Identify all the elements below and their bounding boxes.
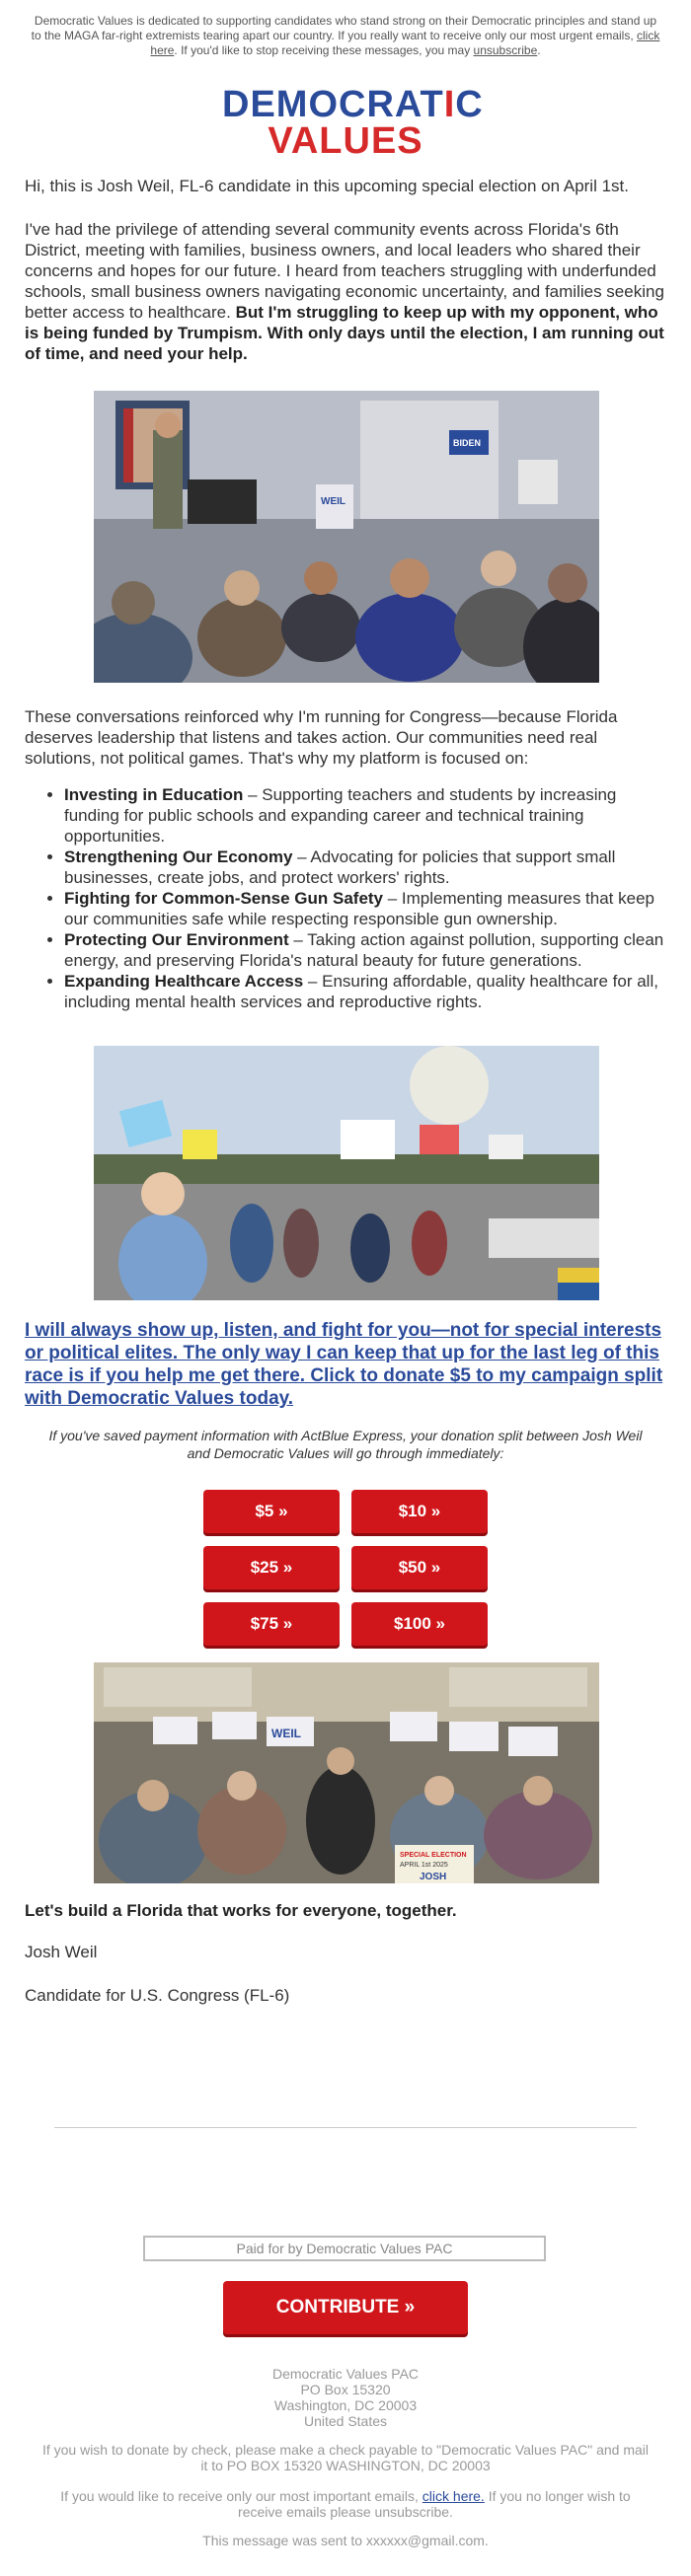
biden-sign-label: BIDEN — [453, 438, 482, 448]
urgent-emails-note — [39, 2488, 652, 2520]
urgent-click-here-link[interactable]: click here. — [422, 2488, 485, 2504]
platform-item-text: – Taking action against pollution, supporting clean energy, and preserving Florida's natural beauty for future generations. — [64, 930, 664, 970]
special-election-sign-date: APRIL 1st 2025 — [400, 1862, 448, 1869]
signature-title: Candidate for U.S. Congress (FL-6) — [25, 1986, 290, 2005]
community-meeting-image — [94, 391, 599, 683]
unsubscribe-link[interactable]: unsubscribe — [473, 43, 538, 57]
donate-25-button[interactable]: $25 » — [203, 1546, 340, 1589]
street-rally-photo — [94, 1046, 599, 1300]
platform-item-text: – Advocating for policies that support small businesses, create jobs, and protect workers' rights. — [64, 847, 616, 887]
platform-item-title: Protecting Our Environment — [64, 930, 289, 949]
donate-10-button[interactable]: $10 » — [351, 1490, 488, 1533]
check-donation-note: If you wish to donate by check, please make a check payable to "Democratic Values PAC" and mail it to PO BOX 15320 WASHINGTON, DC 20003 — [41, 2442, 650, 2473]
weil-flyer-label: WEIL — [321, 496, 346, 507]
list-item — [64, 971, 666, 1012]
list-item — [64, 784, 666, 846]
logo-accent-letter: I — [443, 84, 456, 125]
preheader-text-middle: . If you'd like to stop receiving these messages, you may — [174, 43, 474, 57]
logo-line-2: VALUES — [268, 120, 423, 162]
signature-name: Josh Weil — [25, 1943, 98, 1961]
address-line: Democratic Values PAC — [271, 2366, 420, 2382]
platform-item-title: Strengthening Our Economy — [64, 847, 293, 866]
supporters-group-photo — [94, 1662, 599, 1883]
democratic-values-logo — [222, 84, 484, 162]
urgent-only-link[interactable]: click here — [150, 29, 660, 57]
weil-sign-label: WEIL — [271, 1727, 301, 1740]
urgent-text-after: If you no longer wish to receive emails please unsubscribe. — [238, 2488, 631, 2520]
actblue-express-note: If you've saved payment information with ActBlue Express, your donation split between Josh Weil and Democratic Values will go through immediately: — [48, 1428, 643, 1461]
intro-paragraph: Hi, this is Josh Weil, FL-6 candidate in this upcoming special election on April 1st. — [25, 177, 629, 195]
donate-50-button[interactable]: $50 » — [351, 1546, 488, 1589]
preheader — [30, 14, 661, 58]
platform-item-text: – Supporting teachers and students by increasing funding for public schools and expanding career and technical training opportunities. — [64, 785, 617, 846]
list-item — [64, 888, 666, 929]
address-line: United States — [303, 2413, 388, 2429]
address-line: PO Box 15320 — [300, 2382, 391, 2397]
supporters-group-image — [94, 1662, 599, 1883]
list-item — [64, 846, 666, 888]
logo-star-icon — [222, 84, 484, 160]
list-item — [64, 929, 666, 971]
platform-list — [25, 784, 666, 1012]
urgent-text: If you would like to receive only our most important emails, — [60, 2488, 422, 2504]
donate-100-button[interactable]: $100 » — [351, 1602, 488, 1646]
community-meeting-photo — [94, 391, 599, 683]
special-election-sign-title: SPECIAL ELECTION — [400, 1852, 467, 1859]
platform-item-title: Fighting for Common-Sense Gun Safety — [64, 889, 384, 908]
logo-line-1: DEMOCRATIC — [222, 84, 484, 125]
closing-line: Let's build a Florida that works for everyone, together. — [25, 1901, 457, 1920]
preheader-text: Democratic Values is dedicated to supporting candidates who stand strong on their Democratic principles and stand up to the MAGA far-right extremists tearing apart our country. If you really want to receive only our most urgent emails, — [31, 14, 657, 42]
special-election-sign-name: JOSH — [420, 1872, 447, 1882]
paid-for-box: Paid for by Democratic Values PAC — [143, 2236, 546, 2261]
platform-item-title: Expanding Healthcare Access — [64, 972, 304, 991]
donate-75-button[interactable]: $75 » — [203, 1602, 340, 1646]
footer-divider — [54, 2127, 637, 2128]
platform-intro-paragraph: These conversations reinforced why I'm running for Congress—because Florida deserves leadership that listens and takes action. Our communities need real solutions, not political games. That's why my platform is focused on: — [25, 707, 618, 768]
paragraph-community-plain: I've had the privilege of attending several community events across Florida's 6th District, meeting with families, business owners, and local leaders who shared their concerns and hopes for our future. I heard from teachers struggling with underfunded schools, small business owners navigating economic uncertainty, and families seeking better access to healthcare. — [25, 220, 664, 322]
sent-to-note: This message was sent to xxxxxx@gmail.com. — [202, 2533, 489, 2548]
preheader-text-end: . — [537, 43, 541, 57]
address-line: Washington, DC 20003 — [273, 2397, 418, 2413]
donate-five-link[interactable]: I will always show up, listen, and fight for you—not for special interests or political elites. The only way I can keep that up for the last leg of this race is if you help me get there. Click to donate $5 to my campaign split with Democratic Values today. — [25, 1320, 663, 1409]
paragraph-community-events — [25, 219, 666, 364]
donate-5-button[interactable]: $5 » — [203, 1490, 340, 1533]
mailing-address — [39, 2366, 652, 2429]
paragraph-community-bold: But I'm struggling to keep up with my opponent, who is being funded by Trumpism. With only days until the election, I am running out of time, and need your help. — [25, 303, 664, 363]
platform-item-text: – Ensuring affordable, quality healthcare for all, including mental health services and reproductive rights. — [64, 972, 658, 1011]
street-rally-image — [94, 1046, 599, 1300]
platform-item-title: Investing in Education — [64, 785, 244, 804]
contribute-button[interactable]: CONTRIBUTE » — [223, 2281, 468, 2334]
platform-item-text: – Implementing measures that keep our communities safe while respecting responsible gun ownership. — [64, 889, 654, 928]
